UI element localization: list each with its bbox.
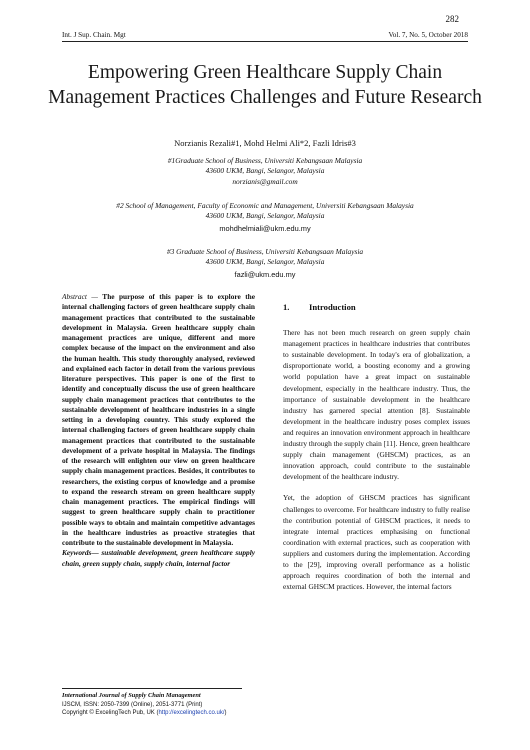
- page-number: 282: [445, 14, 459, 24]
- footer-journal: International Journal of Supply Chain Management: [62, 692, 201, 699]
- abstract-column: [62, 292, 255, 569]
- affiliation-2-email[interactable]: mohdhelmiali@ukm.edu.my: [219, 223, 311, 233]
- abstract-text: The purpose of this paper is to explore the internal challenging factors of green healthcare supply chain management practices that contributed to the sustainable development in Malaysia. Green healthcare supply chain management practices are unique, different and more complex because of the impact on the environment and also the human health. This study thoroughly analysed, reviewed and explained each factor in detail from the various previous literature perspectives. This paper is one of the first to identify and conceptually discuss the use of green healthcare supply chain management practices that contributes to the sustainable development of healthcare industries in a single setting in a developing country. This study explored the internal challenging factors of green healthcare supply chain management practices that contributed to the sustainable development of a private hospital in Malaysia. The findings of the research will enlighten our view on green healthcare supply chain management practices. Besides, it contributes to researchers, the existing corpus of knowledge and a promise to expand the research stream on green healthcare supply chain management practices. The empirical findings will suggest to green healthcare supply chain to practitioner possible ways to obtain and maintain competitive advantages in the healthcare industries as proactive strategies that contribute to the sustainable development in Malaysia.: [62, 292, 255, 547]
- affiliation-2-line2: 43600 UKM, Bangi, Selangor, Malaysia: [205, 211, 325, 221]
- author-list: Norzianis Rezali#1, Mohd Helmi Ali*2, Fazli Idris#3: [174, 138, 356, 148]
- affiliation-2: [50, 201, 480, 234]
- affiliation-3-line1: #3 Graduate School of Business, Universiti Kebangsaan Malaysia: [166, 247, 364, 256]
- footer-copyright: [62, 709, 242, 718]
- section-title: Introduction: [309, 302, 356, 312]
- paragraph-2: Yet, the adoption of GHSCM practices has significant challenges to overcome. For healthcare industry to fully realise the contribution potential of GHSCM practices, it needs to integrate internal practices emphasising on functional coordination with external practices, such as cooperation with suppliers and customers during the implementation. According to the [29], improving overall performance as a holistic approach requires coordination of both the internal and external GHSCM practices. However, the internal factors: [283, 493, 470, 592]
- body-column: [283, 292, 470, 602]
- section-heading: [283, 302, 470, 313]
- paragraph-1: There has not been much research on green supply chain management practices in healthcare industries that contributes to sustainable development. In today's era of globalization, a disproportionate world, a boosting economy and a growing world population have a great impact on sustainable development, especially in the healthcare industry. Thus, the importance of sustainable development in the healthcare industry has garnered special attention [8]. Sustainable development in the healthcare industry poses complex issues and requires an innovation environment approach in healthcare industry through the supply chain [11]. Hence, green healthcare supply chain management (GHSCM) practices, as an innovation approach, could contribute to the sustainable development of the healthcare industry.: [283, 328, 470, 482]
- journal-abbrev: Int. J Sup. Chain. Mgt: [62, 31, 126, 39]
- affiliation-3-email[interactable]: fazli@ukm.edu.my: [234, 269, 296, 279]
- copyright-suffix: ): [224, 710, 227, 717]
- affiliation-1-line2: 43600 UKM, Bangi, Selangor, Malaysia: [205, 166, 325, 176]
- affiliation-1: [50, 156, 480, 187]
- publisher-link[interactable]: http://excelingtech.co.uk/: [158, 710, 225, 717]
- paper-title: Empowering Green Healthcare Supply Chain Management Practices Challenges and Future Research: [48, 62, 482, 108]
- abstract-label: Abstract —: [62, 292, 98, 301]
- page-footer: [62, 688, 242, 718]
- abstract: [62, 292, 255, 548]
- affiliation-1-line1: #1Graduate School of Business, Universiti Kebangsaan Malaysia: [167, 156, 363, 165]
- affiliation-3-line2: 43600 UKM, Bangi, Selangor, Malaysia: [205, 257, 325, 267]
- keywords-label: Keywords—: [62, 548, 99, 558]
- volume-info: Vol. 7, No. 5, October 2018: [388, 31, 468, 39]
- section-number: 1.: [283, 302, 290, 312]
- affiliation-2-line1: #2 School of Management, Faculty of Economic and Management, Universiti Kebangsaan Malaysia: [116, 201, 414, 210]
- affiliation-3: [50, 247, 480, 280]
- keywords-text: sustainable development, green healthcare supply chain, green supply chain, supply chain, internal factor: [62, 548, 255, 568]
- copyright-prefix: Copyright © ExcelingTech Pub, UK (: [62, 710, 159, 717]
- affiliation-1-email[interactable]: norzianis@gmail.com: [232, 176, 298, 186]
- footer-issn: IJSCM, ISSN: 2050-7399 (Online), 2051-3771 (Print): [62, 701, 203, 708]
- keywords: [62, 548, 255, 569]
- running-header: [62, 31, 468, 42]
